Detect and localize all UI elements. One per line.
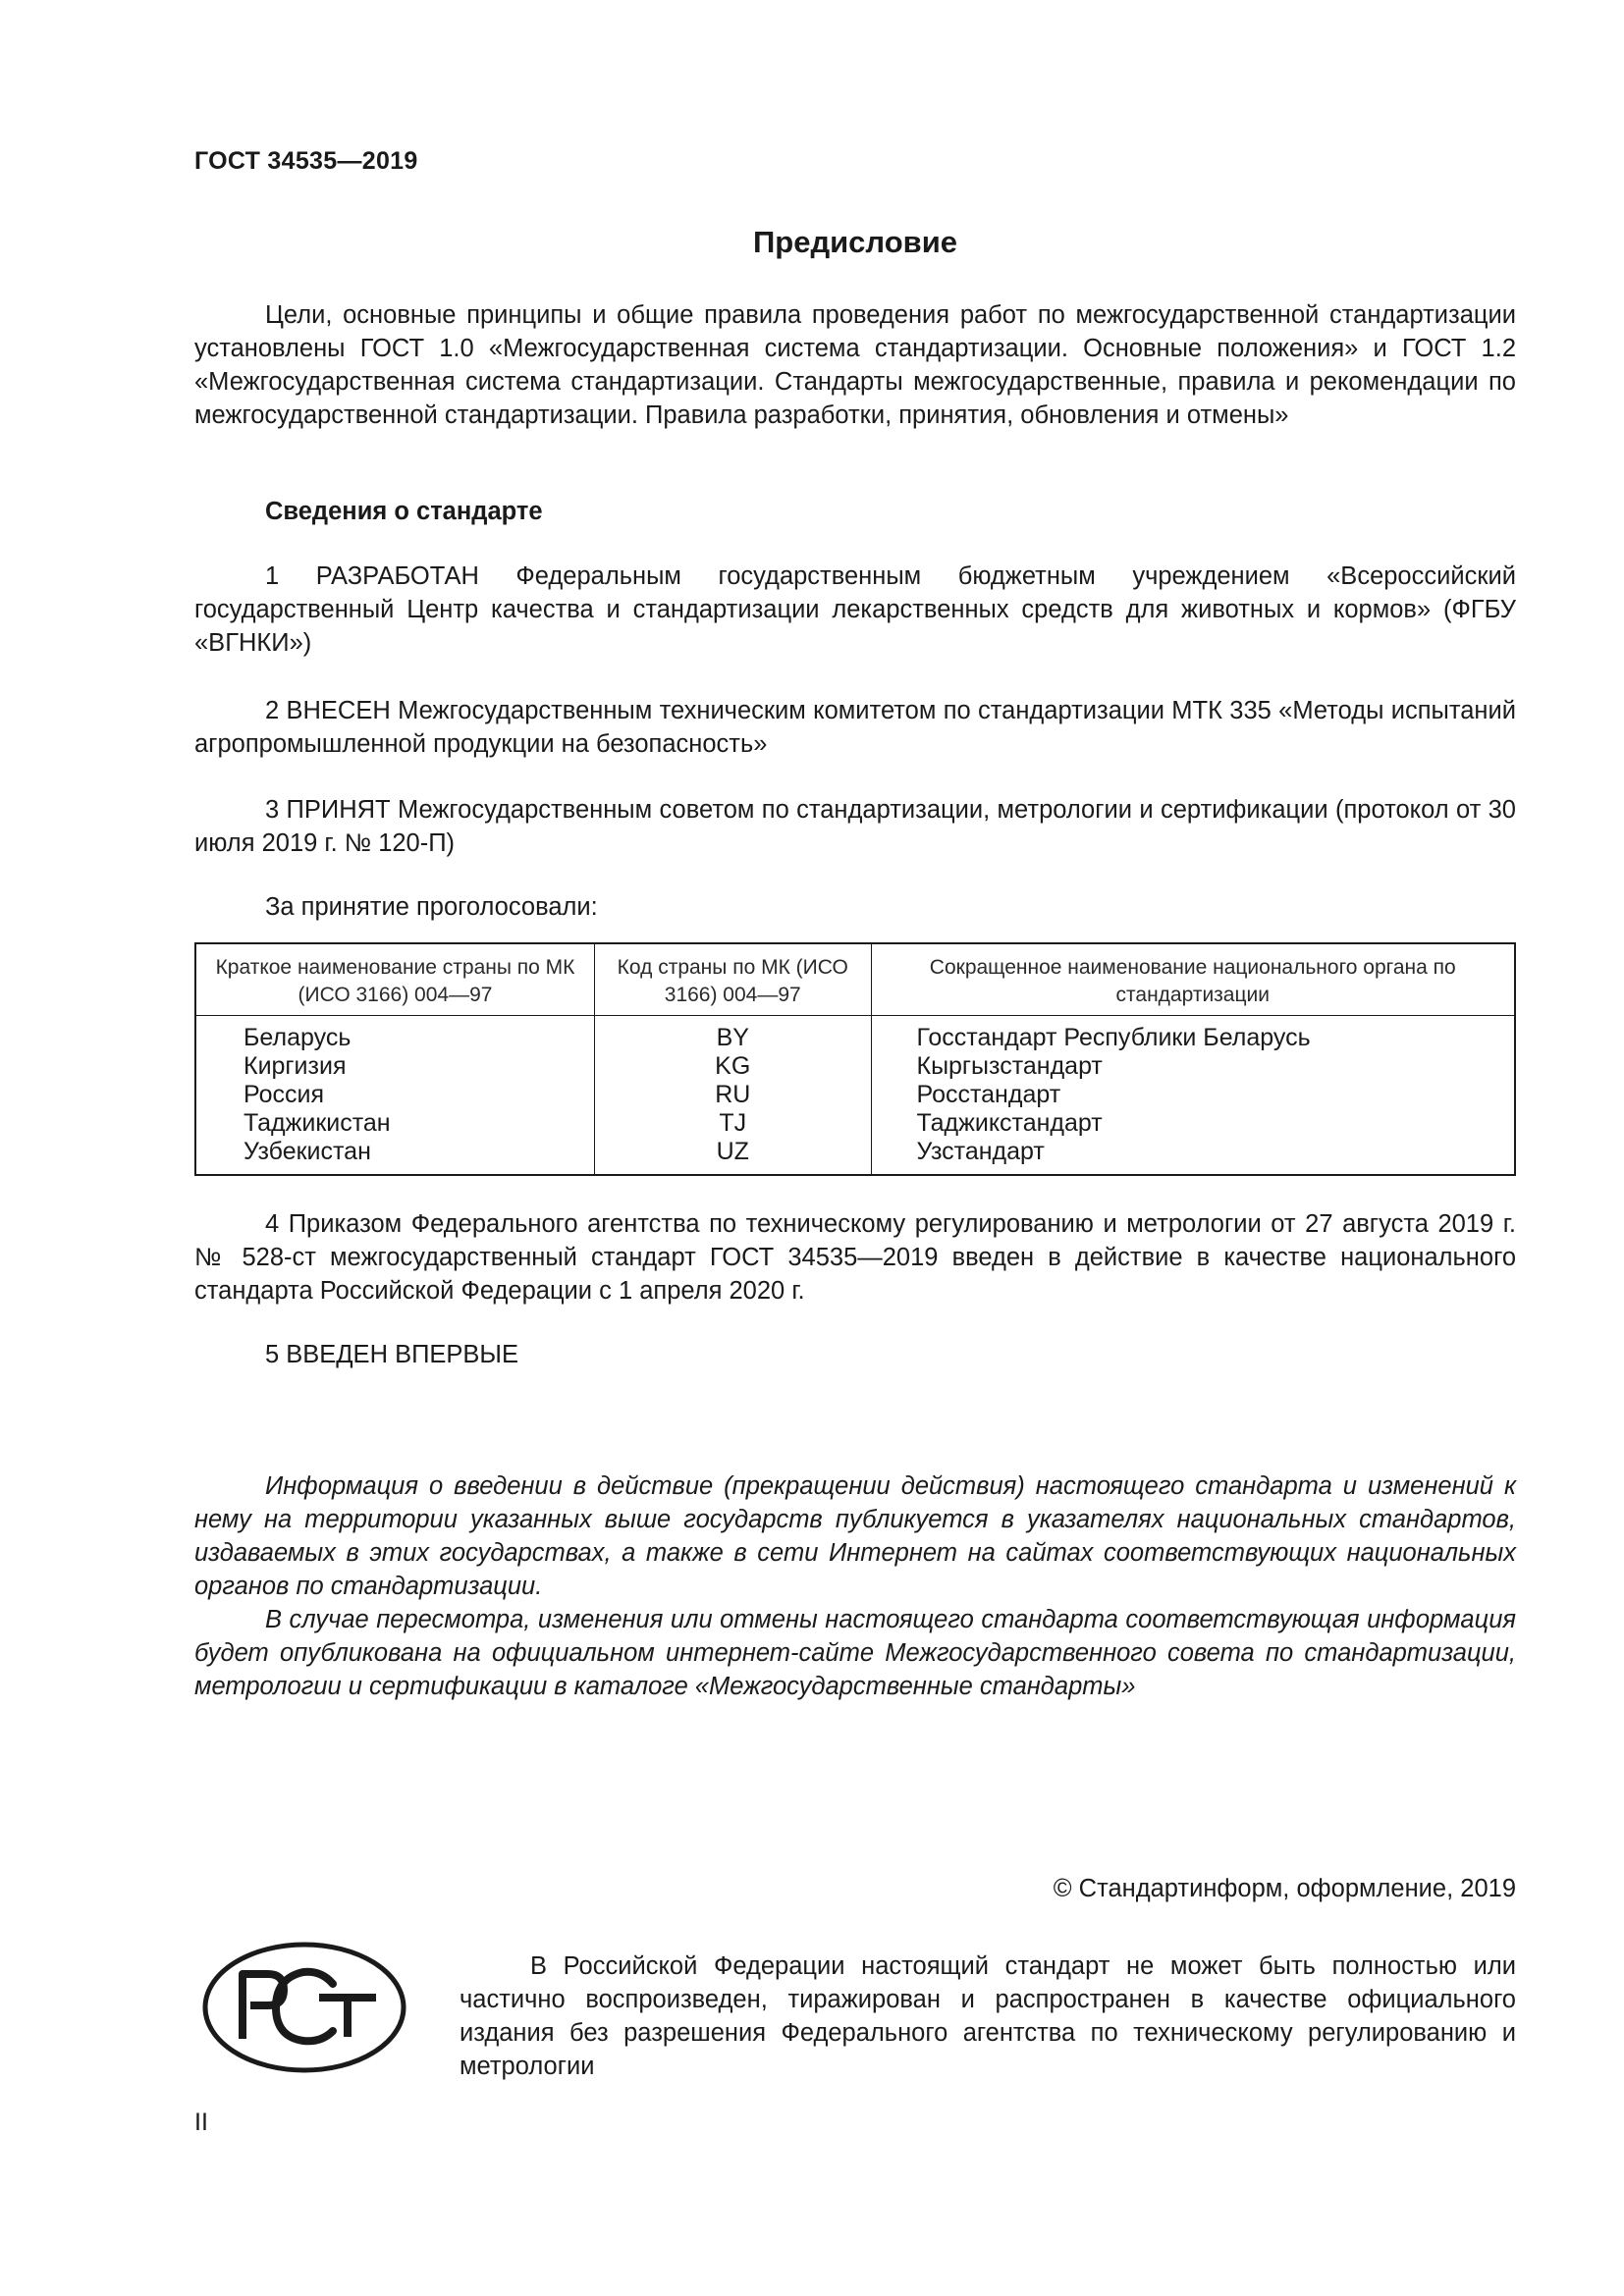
code-cell: KG [715,1052,751,1080]
info-item-4: 4 Приказом Федерального агентства по техническому регулированию и метрологии от 27 августа 2019 г. № 528-ст межгосударственный стандарт ГОСТ 34535—2019 введен в действие в качестве национального стандарта Российской Федерации с 1 апреля 2020 г. [194,1210,1516,1305]
header-country: Краткое наименование страны по МК (ИСО 3166) 004—97 [195,943,594,1016]
code-cell: TJ [719,1109,747,1137]
vote-intro: За принятие проголосовали: [265,893,598,921]
vote-table-body [195,1016,1515,1176]
standard-info-heading: Сведения о стандарте [265,498,543,525]
country-cell: Беларусь [244,1024,352,1051]
vote-table [194,942,1516,1176]
country-cell: Киргизия [244,1052,347,1080]
org-cell: Таджикстандарт [916,1109,1103,1137]
intro-paragraph: Цели, основные принципы и общие правила проведения работ по межгосударственной стандартизации установлены ГОСТ 1.0 «Межгосударственная система стандартизации. Основные положения» и ГОСТ 1.2 «Межгосударственная система стандартизации. Стандарты межгосударственные, правила и рекомендации по межгосударственной стандартизации. Правила разработки, принятия, обновления и отмены» [194,301,1516,429]
rst-logo [201,1939,407,2076]
vote-table-header-row [195,943,1515,1016]
org-cell: Росстандарт [916,1081,1061,1108]
org-cell: Узстандарт [916,1138,1045,1165]
header-code: Код страны по МК (ИСО 3166) 004—97 [594,943,871,1016]
country-cell: Таджикистан [244,1109,391,1137]
info-item-3: 3 ПРИНЯТ Межгосударственным советом по стандартизации, метрологии и сертификации (протокол от 30 июля 2019 г. № 120-П) [194,796,1516,857]
code-cell: BY [716,1024,749,1051]
code-cell: RU [715,1081,751,1108]
copyright-line: © Стандартинформ, оформление, 2019 [1053,1875,1516,1902]
rst-logo-icon [201,1939,407,2076]
country-cell: Россия [244,1081,324,1108]
country-column [195,1016,594,1176]
notice-paragraph-2: В случае пересмотра, изменения или отмены настоящего стандарта соответствующая информация будет опубликована на официальном интернет-сайте Межгосударственного совета по стандартизации, метрологии и сертификации в каталоге «Межгосударственные стандарты» [194,1606,1516,1700]
header-code: ГОСТ 34535—2019 [194,147,418,175]
org-cell: Кыргызстандарт [916,1052,1103,1080]
org-column [871,1016,1515,1176]
page-title: Предисловие [752,225,957,259]
country-cell: Узбекистан [244,1138,371,1165]
info-item-1: 1 РАЗРАБОТАН Федеральным государственным бюджетным учреждением «Всероссийский государственный Центр качества и стандартизации лекарственных средств для животных и кормов» (ФГБУ «ВГНКИ») [194,562,1516,657]
rights-paragraph: В Российской Федерации настоящий стандарт не может быть полностью или частично воспроизведен, тиражирован и распространен в качестве официального издания без разрешения Федерального агентства по техническому регулированию и метрологии [460,1952,1516,2080]
info-item-5: 5 ВВЕДЕН ВПЕРВЫЕ [265,1341,519,1368]
notice-paragraph-1: Информация о введении в действие (прекращении действия) настоящего стандарта и изменений к нему на территории указанных выше государств публикуется в указателях национальных стандартов, издаваемых в этих государствах, а также в сети Интернет на сайтах соответствующих национальных органов по стандартизации. [194,1472,1516,1600]
header-org: Сокращенное наименование национального органа по стандартизации [871,943,1515,1016]
code-cell: UZ [716,1138,749,1165]
org-cell: Госстандарт Республики Беларусь [916,1024,1311,1051]
info-item-2: 2 ВНЕСЕН Межгосударственным техническим комитетом по стандартизации МТК 335 «Методы испытаний агропромышленной продукции на безопасность» [194,697,1516,758]
page-number: II [194,2109,208,2136]
code-column [594,1016,871,1176]
